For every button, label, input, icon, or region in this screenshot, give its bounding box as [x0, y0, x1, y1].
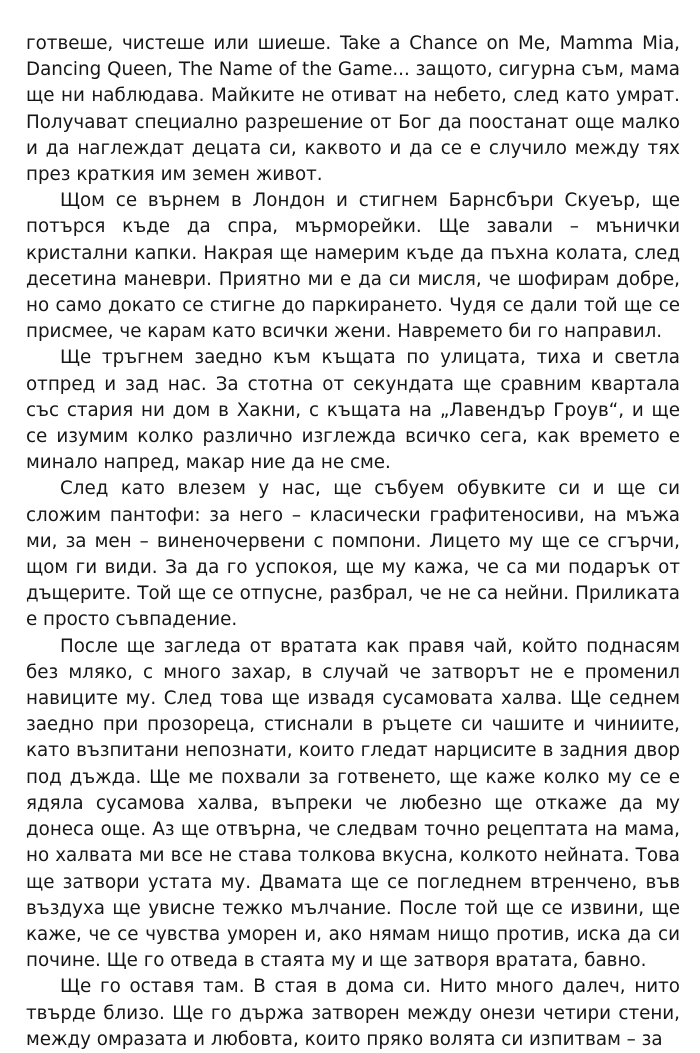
paragraph-1: готвеше, чистеше или шиеше. Take a Chance on Me, Mamma Mia, Dancing Queen, The Name of the Game... защото, сигурна съм, мама ще ни наблюдава. Майките не отиват на небето, след като умрат. Получават специално разрешение от Бог да поостанат още малко и да наглеждат децата си, каквото и да се е случило между тях през краткия им земен живот.: [26, 33, 680, 186]
paragraph-4: След като влезем у нас, ще събуем обувките си и ще си сложим пантофи: за него – класически графитеносиви, на мъжа ми, за мен – виненочервени с помпони. Лицето му ще се сгърчи, щом ги види. За да го успокоя, ще му кажа, че са ми подарък от дъщерите. Той ще се отпусне, разбрал, че не са нейни. Приликата е просто съвпадение.: [26, 478, 680, 631]
paragraph-2: Щом се върнем в Лондон и стигнем Барнсбъри Скуеър, ще потърся къде да спра, мърморейки. Ще завали – мънички кристални капки. Накрая ще намерим къде да пъхна колата, след десетина маневри. Приятно ми е да си мисля, че шофирам добре, но само докато се стигне до паркирането. Чудя се дали той ще се присмее, че карам като всички жени. Навремето би го направил.: [26, 190, 680, 343]
paragraph-3: Ще тръгнем заедно към къщата по улицата, тиха и светла отпред и зад нас. За стотна от секундата ще сравним квартала със стария ни дом в Хакни, с къщата на „Лавендър Гроув“, и ще се изумим колко различно изглежда всичко сега, как времето е минало напред, макар ние да не сме.: [26, 347, 680, 474]
paragraph-5: После ще загледа от вратата как правя чай, който поднасям без мляко, с много захар, в случай че затворът не е променил навиците му. След това ще извадя сусамовата халва. Ще седнем заедно при прозореца, стиснали в ръцете си чашите и чиниите, като възпитани непознати, които гледат нарцисите в задния двор под дъжда. Ще ме похвали за готвенето, ще каже колко му се е ядяла сусамова халва, въпреки че любезно ще откаже да му донеса още. Аз ще отвърна, че следвам точно рецептата на мама, но халвата ми все не става толкова вкусна, колкото нейната. Това ще затвори устата му. Двамата ще се погледнем втренчено, във въздуха ще увисне тежко мълчание. После той ще се извини, ще каже, че се чувства уморен и, ако нямам нищо против, иска да си почине. Ще го отведа в стаята му и ще затворя вратата, бавно.: [26, 635, 680, 972]
paragraph-6: Ще го оставя там. В стая в дома си. Нито много далеч, нито твърде близо. Ще го държа затворен между онези четири стени, между омразата и любовта, които пряко волята си изпитвам – за: [26, 976, 680, 1050]
